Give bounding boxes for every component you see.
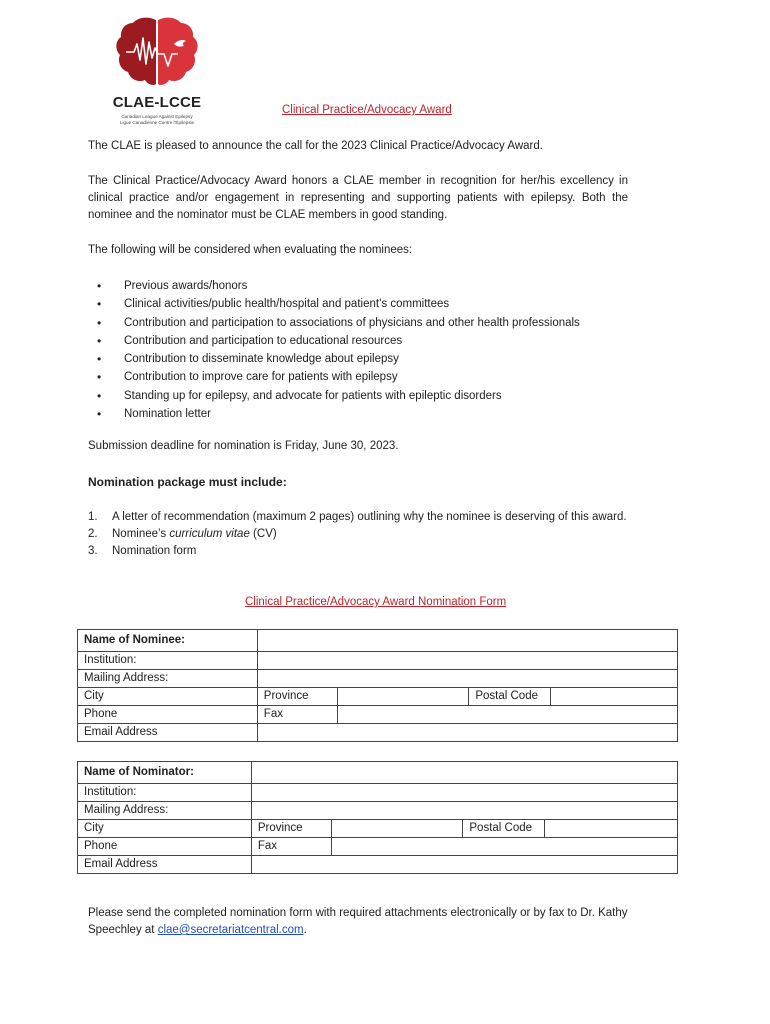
list-item: • Contribution to improve care for patients with epilepsy [97,368,657,386]
nominator-mailing-field[interactable] [251,802,677,820]
criteria-list [97,277,657,423]
nominee-email-label: Email Address [78,724,258,742]
nominee-phone-label: Phone [78,706,258,724]
nominator-fax-label: Fax [251,838,331,856]
nominator-postal-field[interactable] [545,820,678,838]
intro-text: The CLAE is pleased to announce the call for the 2023 Clinical Practice/Advocacy Award. [88,140,543,152]
nominator-province-field[interactable] [331,820,463,838]
nominee-mailing-label: Mailing Address: [78,670,258,688]
logo-acronym: CLAE-LCCE [112,94,202,111]
nominator-name-label: Name of Nominator: [78,762,252,784]
nominee-institution-label: Institution: [78,652,258,670]
list-item: • Clinical activities/public health/hospital and patient’s committees [97,295,657,313]
nominee-fax-label: Fax [257,706,337,724]
nominee-city-label: City [78,688,258,706]
package-list [88,509,658,560]
nominator-form [77,761,678,874]
list-item: • Previous awards/honors [97,277,657,295]
list-item: 2. Nominee’s curriculum vitae (CV) [88,528,277,540]
nominator-email-label: Email Address [78,856,252,874]
list-item: 3. Nomination form [88,545,197,557]
nominator-email-field[interactable] [251,856,677,874]
list-item: • Standing up for epilepsy, and advocate for patients with epileptic disorders [97,387,657,405]
description-text: The Clinical Practice/Advocacy Award honors a CLAE member in recognition for her/his excellency in clinical practice and/or engagement in representing and supporting patients with epilepsy. Both the nominee and the nominator must be CLAE members in good standing. [88,175,628,221]
nominee-province-field[interactable] [337,688,469,706]
nominee-postal-label: Postal Code [469,688,551,706]
logo-subtitle-en: Canadian League Against Epilepsy [121,114,193,119]
nominee-province-label: Province [257,688,337,706]
nominee-fax-field[interactable] [337,706,677,724]
list-item: • Contribution and participation to educational resources [97,332,657,350]
logo-subtitle-fr: Ligue Canadienne Contre l'Épilepsie [119,120,195,125]
nominator-mailing-label: Mailing Address: [78,802,252,820]
package-heading: Nomination package must include: [88,475,287,489]
clae-logo [112,14,202,126]
deadline-text: Submission deadline for nomination is Friday, June 30, 2023. [88,440,399,452]
footer-text: Please send the completed nomination form with required attachments electronically or by fax to Dr. Kathy Speechley at clae@secretariatcentral.com. [88,907,628,936]
nominator-institution-label: Institution: [78,784,252,802]
email-link[interactable]: clae@secretariatcentral.com [157,924,304,936]
nominator-city-label: City [78,820,252,838]
nominee-postal-field[interactable] [551,688,678,706]
nominee-form [77,629,678,742]
list-item: • Nomination letter [97,405,657,423]
nominator-fax-field[interactable] [331,838,677,856]
nominator-province-label: Province [251,820,331,838]
page-title: Clinical Practice/Advocacy Award [282,104,452,116]
nominee-name-field[interactable] [257,630,677,652]
nominee-email-field[interactable] [257,724,677,742]
list-item: 1. A letter of recommendation (maximum 2 pages) outlining why the nominee is deserving of this award. [88,511,627,523]
nominee-institution-field[interactable] [257,652,677,670]
brain-icon [112,14,202,94]
nominee-name-label: Name of Nominee: [78,630,258,652]
criteria-intro: The following will be considered when evaluating the nominees: [88,244,413,256]
nominator-phone-label: Phone [78,838,252,856]
list-item: • Contribution to disseminate knowledge about epilepsy [97,350,657,368]
form-title[interactable]: Clinical Practice/Advocacy Award Nomination Form [245,596,507,608]
nominator-postal-label: Postal Code [463,820,545,838]
nominator-name-field[interactable] [251,762,677,784]
nominator-institution-field[interactable] [251,784,677,802]
nominee-mailing-field[interactable] [257,670,677,688]
list-item: • Contribution and participation to associations of physicians and other health professionals [97,314,657,332]
